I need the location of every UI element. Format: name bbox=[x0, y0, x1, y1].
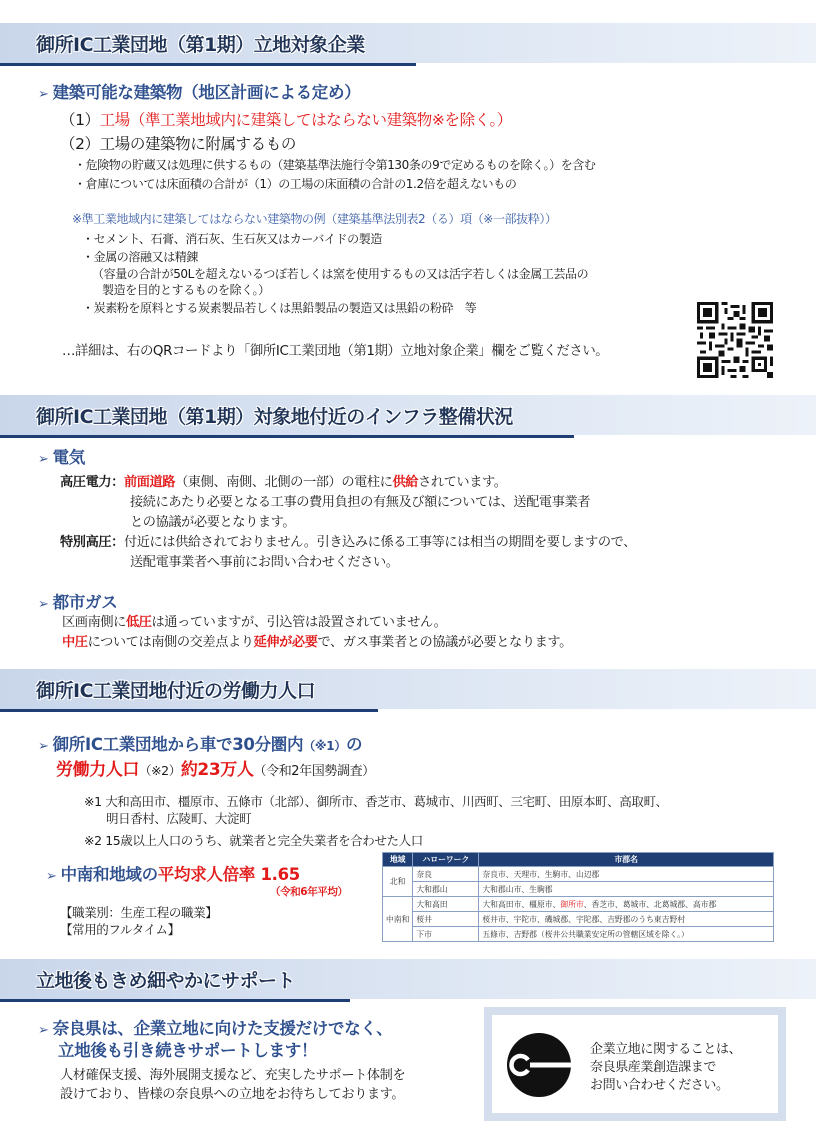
hv-line-1 bbox=[60, 471, 507, 490]
job-type: 【職業別：生産工程の職業】 bbox=[60, 905, 218, 920]
ratio-year: （令和6年平均） bbox=[270, 886, 348, 898]
arrow-icon: ➢ bbox=[38, 739, 49, 754]
section-title-2: 御所IC工業団地（第1期）対象地付近のインフラ整備状況 bbox=[36, 406, 513, 428]
gas1-a: 区画南側に bbox=[62, 615, 126, 630]
subheading-support-1 bbox=[38, 1015, 392, 1039]
table-cell-region: 北和 bbox=[383, 867, 413, 897]
subheading-buildable bbox=[38, 79, 360, 103]
support-body-1: 人材確保支援、海外展開支援など、充実したサポート体制を bbox=[60, 1068, 406, 1083]
table-row bbox=[383, 882, 774, 897]
qr-code-icon[interactable] bbox=[697, 302, 773, 378]
section-title-1: 御所IC工業団地（第1期）立地対象企業 bbox=[36, 34, 365, 56]
subheading-gas bbox=[38, 589, 117, 613]
hv-label: 高圧電力： bbox=[60, 475, 124, 490]
footnote-1a: ※1 大和高田市、橿原市、五條市（北部）、御所市、香芝市、葛城市、川西町、三宅町、田原本町、高取町、 bbox=[84, 794, 668, 809]
hv-line-2: 接続にあたり必要となる工事の費用負担の有無及び額については、送配電事業者 bbox=[130, 495, 591, 510]
item-1-num: （1） bbox=[60, 111, 100, 129]
subheading-ratio bbox=[46, 861, 300, 885]
contact-box bbox=[484, 1007, 786, 1121]
gas2-b: で、ガス事業者との協議が必要となります。 bbox=[317, 635, 572, 650]
table-row bbox=[383, 867, 774, 882]
subheading-gas-text: 都市ガス bbox=[52, 593, 118, 612]
contact-line-1: 企業立地に関することは、 bbox=[590, 1042, 742, 1057]
item-1 bbox=[60, 108, 512, 130]
table-header: 地域 bbox=[383, 853, 413, 867]
cities-a: 大和高田市、橿原市、 bbox=[482, 899, 561, 909]
item-1-note: （準工業地域内に建築してはならない建築物※を除く。） bbox=[129, 111, 512, 129]
section-underline-4 bbox=[0, 999, 350, 1002]
labor-red: 労働力人口 bbox=[56, 760, 139, 780]
shv-line-2: 送配電事業者へ事前にお問い合わせください。 bbox=[130, 555, 399, 570]
item-2-b: ・倉庫については床面積の合計が（1）の工場の床面積の合計の1.2倍を超えないもの bbox=[74, 177, 517, 191]
shv-line-1 bbox=[60, 531, 636, 550]
ratio-red: 平均求人倍率 1.65 bbox=[157, 865, 300, 884]
contact-line-2: 奈良県産業創造課まで bbox=[590, 1060, 717, 1075]
gas-line-2 bbox=[62, 631, 572, 650]
subheading-electricity-text: 電気 bbox=[52, 448, 85, 467]
labor-value-line bbox=[56, 755, 375, 780]
item-2: （2）工場の建築物に附属するもの bbox=[60, 135, 296, 153]
section-title-3: 御所IC工業団地付近の労働力人口 bbox=[36, 680, 316, 702]
contact-box-inner bbox=[492, 1015, 778, 1113]
table-header: 市郡名 bbox=[479, 853, 774, 867]
gas2-a: については南側の交差点より bbox=[87, 635, 254, 650]
cities-red: 御所市 bbox=[560, 899, 584, 909]
table-row bbox=[383, 927, 774, 942]
note-3: ・炭素粉を原料とする炭素製品若しくは黒鉛製品の製造又は黒鉛の粉砕 等 bbox=[82, 301, 477, 315]
section-underline-3 bbox=[0, 709, 378, 712]
table-cell-cities: 奈良市、天理市、生駒市、山辺郡 bbox=[479, 867, 774, 882]
support-heading-1: 奈良県は、企業立地に向けた支援だけでなく、 bbox=[52, 1019, 393, 1038]
section-band-2 bbox=[0, 395, 816, 435]
gas-line-1 bbox=[62, 611, 446, 630]
footnote-2: ※2 15歳以上人口のうち、就業者と完全失業者を合わせた人口 bbox=[84, 833, 423, 848]
labor-heading-b: の bbox=[346, 735, 363, 754]
table-cell-office: 奈良 bbox=[413, 867, 479, 882]
hv-red-1: 前面道路 bbox=[123, 475, 176, 490]
hello-work-table bbox=[382, 852, 774, 942]
note-2: ・金属の溶融又は精錬 bbox=[82, 250, 199, 264]
subheading-electricity bbox=[38, 444, 85, 468]
table-cell-office: 大和高田 bbox=[413, 897, 479, 912]
table-row bbox=[383, 912, 774, 927]
table-cell-cities: 五條市、吉野郡（桜井公共職業安定所の管轄区域を除く。） bbox=[479, 927, 774, 942]
ratio-heading: 中南和地域の bbox=[60, 865, 158, 884]
gas1-b: は通っていますが、引込管は設置されていません。 bbox=[151, 615, 447, 630]
arrow-icon: ➢ bbox=[38, 597, 49, 612]
hv-red-2: 供給 bbox=[392, 475, 419, 490]
subheading-support-2: 立地後も引き続きサポートします！ bbox=[58, 1041, 318, 1060]
labor-heading-note: （※1） bbox=[303, 739, 347, 753]
section-title-4: 立地後もきめ細やかにサポート bbox=[36, 970, 296, 992]
gas2-red-2: 延伸が必要 bbox=[253, 635, 318, 650]
section-underline-1 bbox=[0, 63, 416, 66]
arrow-icon: ➢ bbox=[38, 452, 49, 467]
arrow-icon: ➢ bbox=[46, 869, 57, 884]
footnote-1b: 明日香村、広陵町、大淀町 bbox=[106, 811, 252, 826]
section-band-3 bbox=[0, 669, 816, 709]
table-cell-office: 大和郡山 bbox=[413, 882, 479, 897]
arrow-icon: ➢ bbox=[38, 87, 49, 102]
employment-type: 【常用的フルタイム】 bbox=[60, 922, 180, 937]
table-cell-region: 中南和 bbox=[383, 897, 413, 942]
gas2-red-1: 中圧 bbox=[62, 635, 88, 650]
support-body-2: 設けており、皆様の奈良県への立地をお待ちしております。 bbox=[60, 1087, 405, 1102]
arrow-icon: ➢ bbox=[38, 1023, 49, 1038]
labor-source: （令和2年国勢調査） bbox=[253, 764, 375, 779]
subheading-buildable-text: 建築可能な建築物（地区計画による定め） bbox=[52, 83, 361, 102]
subheading-labor bbox=[38, 731, 362, 755]
table-cell-office: 桜井 bbox=[413, 912, 479, 927]
item-1-main: 工場 bbox=[99, 111, 130, 129]
labor-note: （※2） bbox=[139, 763, 181, 778]
table-header-row bbox=[383, 853, 774, 867]
hv-text-2: されています。 bbox=[418, 475, 507, 490]
detail-text: …詳細は、右のQRコードより「御所IC工業団地（第1期）立地対象企業」欄をご覧ください。 bbox=[62, 344, 609, 359]
section-band-4 bbox=[0, 959, 816, 999]
note-title: ※準工業地域内に建築してはならない建築物の例（建築基準法別表2（る）項（※一部抜粋）） bbox=[72, 212, 557, 226]
section-underline-2 bbox=[0, 435, 574, 438]
shv-text: 付近には供給されておりません。引き込みに係る工事等には相当の期間を要しますので、 bbox=[123, 535, 636, 550]
note-2b: 製造を目的とするものを除く。） bbox=[102, 283, 270, 297]
table-cell-cities: 大和郡山市、生駒郡 bbox=[479, 882, 774, 897]
labor-value: 約23万人 bbox=[180, 760, 254, 780]
table-header: ハローワーク bbox=[413, 853, 479, 867]
hv-line-3: との協議が必要となります。 bbox=[130, 515, 296, 530]
item-2-a: ・危険物の貯蔵又は処理に供するもの（建築基準法施行令第130条の9で定めるものを除く。）を含む bbox=[74, 158, 596, 172]
contact-line-3: お問い合わせください。 bbox=[590, 1078, 729, 1093]
shv-label: 特別高圧： bbox=[60, 535, 124, 550]
cities-b: 、香芝市、葛城市、北葛城郡、高市郡 bbox=[583, 899, 717, 909]
section-band-1 bbox=[0, 23, 816, 63]
note-1: ・セメント、石膏、消石灰、生石灰又はカーバイドの製造 bbox=[82, 232, 382, 246]
note-2a: （容量の合計が50Lを超えないるつぼ若しくは窯を使用するもの又は活字若しくは金属工芸品の bbox=[92, 267, 589, 281]
table-row bbox=[383, 897, 774, 912]
nara-prefecture-emblem-icon bbox=[506, 1032, 572, 1098]
table-cell-office: 下市 bbox=[413, 927, 479, 942]
gas1-red: 低圧 bbox=[125, 615, 152, 630]
labor-heading-a: 御所IC工業団地から車で30分圏内 bbox=[52, 735, 304, 754]
table-cell-cities bbox=[479, 897, 774, 912]
hv-text-1: （東側、南側、北側の一部）の電柱に bbox=[175, 475, 393, 490]
table-cell-cities: 桜井市、宇陀市、磯城郡、宇陀郡、吉野郡のうち東吉野村 bbox=[479, 912, 774, 927]
